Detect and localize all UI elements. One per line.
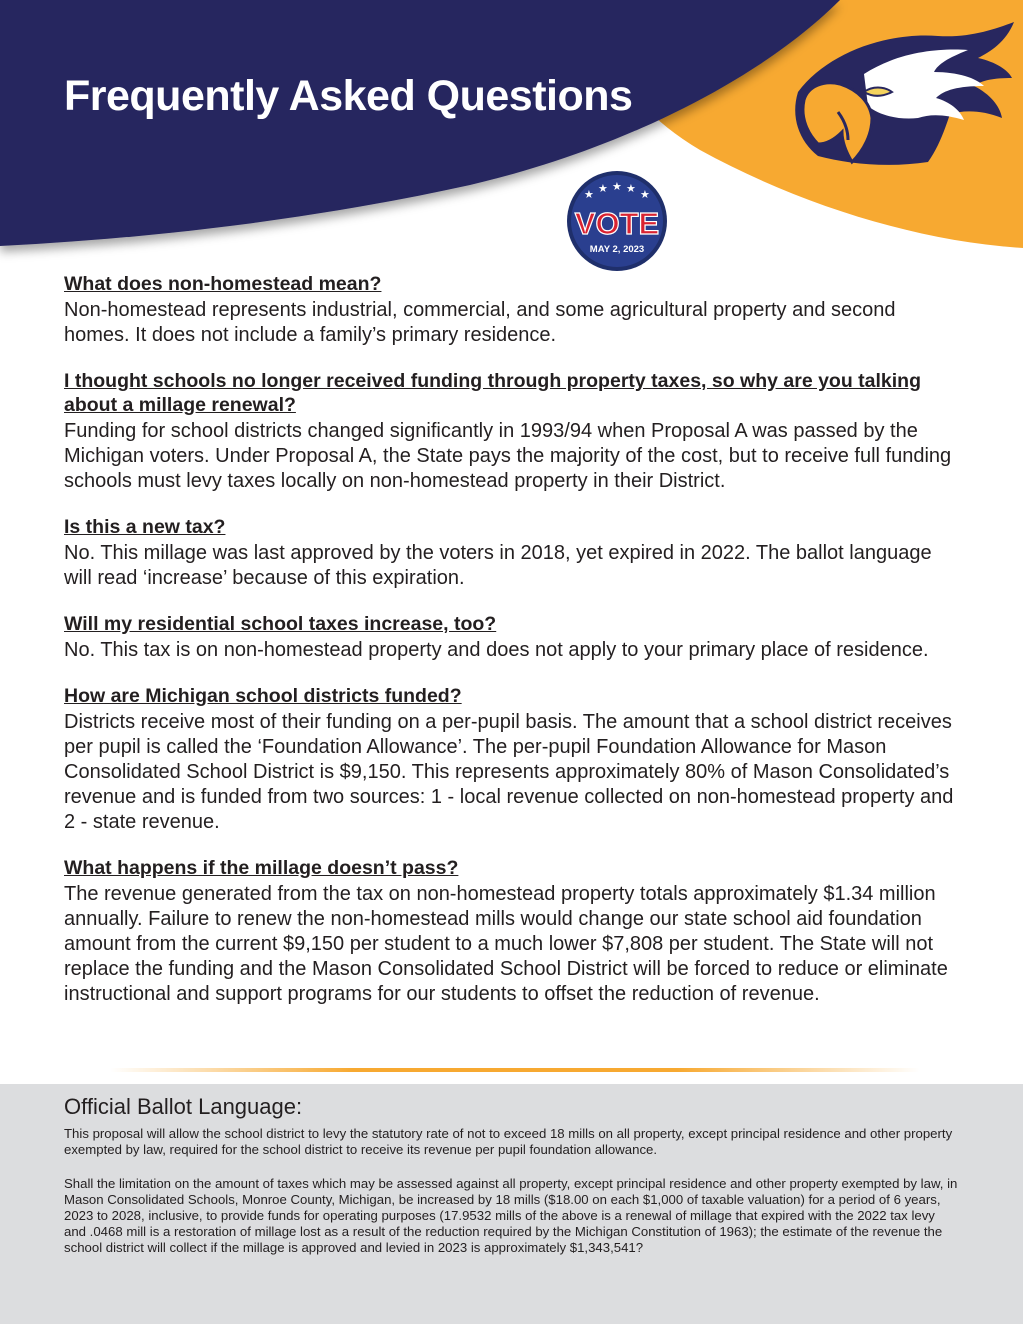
svg-text:★: ★	[598, 182, 608, 195]
ballot-paragraph: This proposal will allow the school district to levy the statutory rate of not to exceed 18 mills on all property, except principal residence and other property exempted by law, required for the school district to receive its revenue per pupil foundation allowance.	[64, 1126, 953, 1157]
svg-text:★: ★	[626, 182, 636, 195]
faq-question: What does non-homestead mean?	[64, 273, 382, 295]
ballot-paragraph: Shall the limitation on the amount of taxes which may be assessed against all property, except principal residence and other property exempted by law, in Mason Consolidated Schools, Monroe County, Michigan, be increased by 18 mills ($18.00 on each $1,000 of taxable valuation) for a period of 6 years, 2023 to 2028, inclusive, to provide funds for operating purposes (17.9532 mills of the above is a renewal of millage that expired with the 2022 tax levy and .0468 mill is a restoration of millage lost as a result of the reduction required by the Michigan Constitution of 1963); the estimate of the revenue the school district will collect if the millage is approved and levied in 2023 is approximately $1,343,541?	[64, 1176, 958, 1255]
faq-question: I thought schools no longer received funding through property taxes, so why are you talking about a millage renewal?	[64, 370, 922, 416]
vote-word: VOTE	[574, 206, 660, 241]
faq-answer: No. This millage was last approved by the voters in 2018, yet expired in 2022. The ballot language will read ‘increase’ because of this expiration.	[64, 542, 932, 589]
eagle-head-icon	[768, 22, 1016, 172]
faq-item	[64, 612, 964, 663]
faq-answer: Districts receive most of their funding on a per-pupil basis. The amount that a school district receives per pupil is called the ‘Foundation Allowance’. The per-pupil Foundation Allowance for Mason Consolidated School District is $9,150. This represents approximately 80% of Mason Consolidated’s revenue and is funded from two sources: 1 - local revenue collected on non-homestead property and 2 - state revenue.	[64, 711, 954, 833]
faq-answer: Funding for school districts changed significantly in 1993/94 when Proposal A was passed by the Michigan voters. Under Proposal A, the State pays the majority of the cost, but to receive full funding schools must levy taxes locally on non-homestead property in their District.	[64, 420, 952, 492]
faq-answer: The revenue generated from the tax on non-homestead property totals approximately $1.34 million annually. Failure to renew the non-homestead mills would change our state school aid foundation amount from the current $9,150 per student to a much lower $7,808 per student. The State will not replace the funding and the Mason Consolidated School District will be forced to reduce or eliminate instructional and support programs for our students to offset the reduction of revenue.	[64, 883, 948, 1005]
gold-divider	[110, 1068, 920, 1072]
vote-date: MAY 2, 2023	[589, 244, 645, 255]
svg-text:★: ★	[612, 180, 622, 193]
faq-item	[64, 856, 964, 1007]
vote-button-icon	[566, 170, 668, 272]
faq-answer: No. This tax is on non-homestead property and does not apply to your primary place of residence.	[64, 639, 929, 661]
svg-text:★: ★	[640, 188, 650, 201]
faq-item	[64, 515, 964, 591]
faq-question: How are Michigan school districts funded?	[64, 685, 462, 707]
faq-question: What happens if the millage doesn’t pass?	[64, 857, 459, 879]
faq-question: Is this a new tax?	[64, 516, 226, 538]
faq-list	[64, 272, 964, 1028]
svg-text:★: ★	[584, 188, 594, 201]
ballot-language-panel	[0, 1084, 1023, 1324]
faq-item	[64, 684, 964, 835]
page-title: Frequently Asked Questions	[64, 72, 633, 120]
faq-answer: Non-homestead represents industrial, commercial, and some agricultural property and second homes. It does not include a family’s primary residence.	[64, 299, 896, 346]
faq-question: Will my residential school taxes increase, too?	[64, 613, 497, 635]
faq-item	[64, 369, 964, 494]
ballot-title: Official Ballot Language:	[64, 1094, 303, 1119]
faq-item	[64, 272, 964, 348]
